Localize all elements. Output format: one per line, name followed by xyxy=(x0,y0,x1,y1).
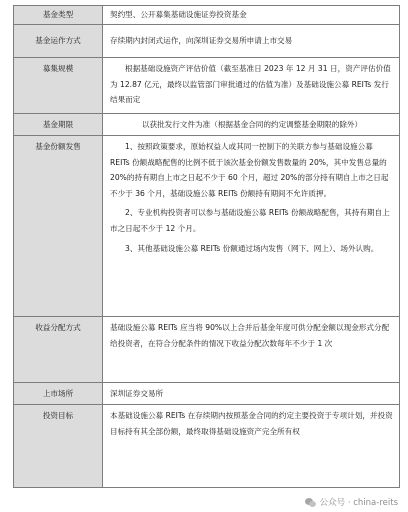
table-row xyxy=(14,58,400,114)
row-value-income-distribution xyxy=(103,317,400,383)
offering-item-1: 1、按照政策要求，原始权益人或其同一控制下的关联方参与基础设施公募 REITs 份额战略配售的比例不低于该次基金份额发售数量的 20%，其中发售总量的 20%的持有期自上市之日起不少于 60 个月，超过 20%的部分持有期自上市之日起不少于 36 个月，基础设施公募 REITs 份额持有期间不允许质押。 xyxy=(110,142,389,198)
row-label-listing-venue: 上市场所 xyxy=(14,383,103,405)
row-value-listing-venue: 深圳证券交易所 xyxy=(103,383,400,405)
fund-terms-table xyxy=(13,5,400,488)
row-label-share-offering: 基金份额发售 xyxy=(14,136,103,317)
row-value-fund-type: 契约型、公开募集基础设施证券投资基金 xyxy=(103,6,400,25)
row-label-fund-size: 募集规模 xyxy=(14,58,103,114)
row-value-fund-term: 以获批发行文件为准（根据基金合同的约定调整基金期限的除外） xyxy=(103,114,400,136)
row-value-operation-mode: 存续期内封闭式运作，向深圳证券交易所申请上市交易 xyxy=(103,25,400,58)
table-row xyxy=(14,405,400,488)
row-value-investment-objective xyxy=(103,405,400,488)
table-row xyxy=(14,136,400,317)
table-row xyxy=(14,25,400,58)
investment-objective-text: 本基础设施公募 REITs 在存续期内按照基金合同的约定主要投资于专项计划，并投资目标持有其全部份额，最终取得基础设施资产完全所有权 xyxy=(110,411,393,436)
row-label-operation-mode: 基金运作方式 xyxy=(14,25,103,58)
row-label-income-distribution: 收益分配方式 xyxy=(14,317,103,383)
table-row xyxy=(14,383,400,405)
row-label-investment-objective: 投资目标 xyxy=(14,405,103,488)
row-label-fund-type: 基金类型 xyxy=(14,6,103,25)
fund-size-text: 根据基础设施资产评估价值（截至基准日 2023 年 12 月 31 日，资产评估价值为 12.87 亿元，最终以监管部门审批通过的估值为准）及基础设施公募 REITs 发行结果而定 xyxy=(110,64,391,105)
wechat-icon xyxy=(305,498,317,507)
watermark-text: 公众号 · china-reits xyxy=(319,498,398,508)
offering-item-2: 2、专业机构投资者可以参与基础设施公募 REITs 份额战略配售，其持有期自上市之日起不少于 12 个月。 xyxy=(110,208,390,233)
income-distribution-text: 基础设施公募 REITs 应当将 90%以上合并后基金年度可供分配金额以现金形式分配给投资者，在符合分配条件的情况下收益分配次数每年不少于 1 次 xyxy=(110,323,390,348)
table-row xyxy=(14,6,400,25)
row-label-fund-term: 基金期限 xyxy=(14,114,103,136)
row-value-fund-size xyxy=(103,58,400,114)
wechat-watermark xyxy=(305,496,398,508)
offering-item-3: 3、其他基础设施公募 REITs 份额通过场内发售（网下、网上）、场外认购。 xyxy=(125,243,379,253)
row-value-share-offering xyxy=(103,136,400,317)
table-row xyxy=(14,114,400,136)
table-row xyxy=(14,317,400,383)
